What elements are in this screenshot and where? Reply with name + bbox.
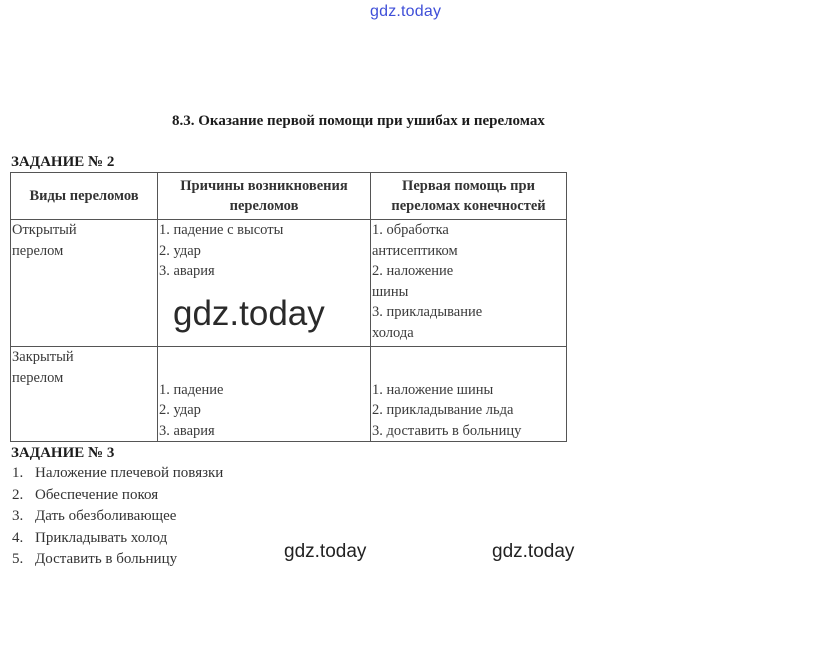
header-first-aid: Первая помощь при переломах конечностей bbox=[371, 173, 567, 220]
item-text: Дать обезболивающее bbox=[35, 508, 177, 524]
aid-line: антисептиком bbox=[372, 242, 458, 259]
fracture-type-line: Закрытый bbox=[12, 349, 74, 365]
item-text: Доставить в больницу bbox=[35, 551, 178, 567]
aid-line: 2. наложение bbox=[372, 263, 454, 279]
cause-item: 2. удар bbox=[159, 402, 201, 418]
fracture-type-cell bbox=[11, 220, 158, 347]
item-text: Прикладывать холод bbox=[35, 529, 168, 546]
cause-item: 2. удар bbox=[159, 242, 201, 259]
aid-line: шины bbox=[372, 283, 409, 300]
fracture-type-line: Открытый bbox=[12, 222, 77, 238]
list-item bbox=[12, 485, 223, 507]
aid-line: 2. прикладывание льда bbox=[372, 402, 514, 418]
aid-line: 3. доставить в больницу bbox=[372, 422, 522, 439]
cause-item: 3. авария bbox=[159, 263, 215, 279]
aid-line: холода bbox=[372, 324, 414, 341]
task-3-heading: ЗАДАНИЕ № 3 bbox=[11, 445, 115, 461]
section-title: 8.3. Оказание первой помощи при ушибах и переломах bbox=[172, 113, 545, 129]
list-item bbox=[12, 506, 223, 528]
cause-item: 1. падение с высоты bbox=[159, 222, 284, 238]
aid-line: 1. обработка bbox=[372, 222, 449, 238]
item-number: 1. bbox=[12, 465, 24, 481]
task-2-heading: ЗАДАНИЕ № 2 bbox=[11, 154, 115, 170]
item-text: Обеспечение покоя bbox=[35, 486, 159, 503]
watermark-bottom-left: gdz.today bbox=[284, 541, 367, 562]
list-item bbox=[12, 549, 223, 571]
cause-item: 3. авария bbox=[159, 422, 215, 439]
watermark-center: gdz.today bbox=[173, 294, 325, 333]
fracture-type-line: перелом bbox=[12, 369, 64, 386]
aid-line: 1. наложение шины bbox=[372, 381, 494, 398]
task-3-list bbox=[12, 463, 223, 571]
watermark-bottom-right: gdz.today bbox=[492, 541, 575, 562]
table-row bbox=[11, 347, 567, 442]
item-number: 2. bbox=[12, 486, 24, 503]
first-aid-cell bbox=[371, 220, 567, 347]
first-aid-cell bbox=[371, 347, 567, 442]
watermark-top: gdz.today bbox=[370, 3, 442, 20]
item-number: 4. bbox=[12, 529, 24, 546]
cause-item: 1. падение bbox=[159, 381, 224, 398]
fracture-type-line: перелом bbox=[12, 242, 64, 259]
causes-cell bbox=[158, 347, 371, 442]
list-item bbox=[12, 463, 223, 485]
item-number: 5. bbox=[12, 551, 24, 567]
fracture-type-cell bbox=[11, 347, 158, 442]
item-text: Наложение плечевой повязки bbox=[35, 465, 224, 481]
list-item bbox=[12, 528, 223, 550]
aid-line: 3. прикладывание bbox=[372, 304, 483, 320]
header-fracture-types: Виды переломов bbox=[11, 173, 158, 220]
item-number: 3. bbox=[12, 508, 24, 524]
header-causes: Причины возникновения переломов bbox=[158, 173, 371, 220]
table-header-row bbox=[11, 173, 567, 220]
